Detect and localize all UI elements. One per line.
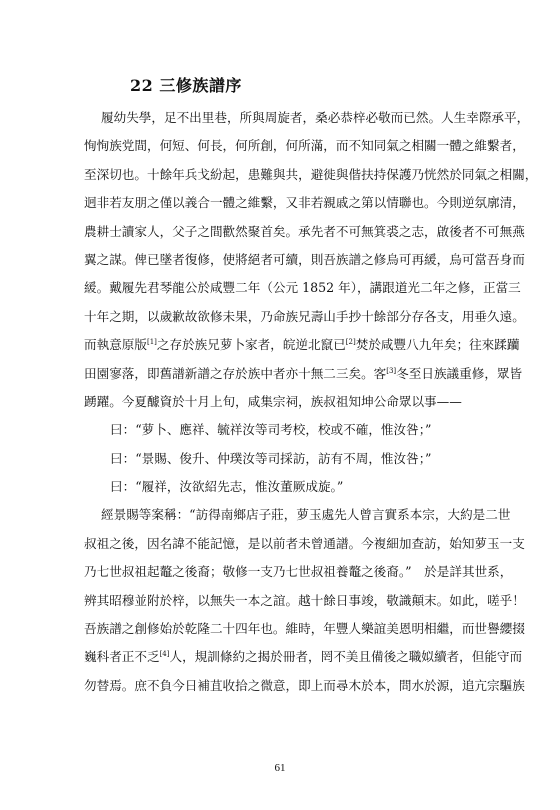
text-line bbox=[84, 672, 525, 700]
text-segment: 巍科者正不乏 bbox=[84, 649, 160, 665]
text-segment: 曰：“萝卜、應祥、毓祥汝等司考校，校或不確，惟汝咎；” bbox=[110, 422, 432, 438]
text-segment: 勿替焉。庶不負今日補苴收拾之微意，即上而尋木於本，問水於源，追亢宗驅族 bbox=[84, 677, 525, 693]
text-segment: 十年之期，以歲歉故欲修未果，乃命族兄壽山手抄十餘部分存各支，用垂久遠。 bbox=[84, 308, 525, 324]
text-segment: 人，規訓條約之揭於冊者，罔不美且備後之職姒續者，但能守而 bbox=[169, 649, 523, 665]
text-line bbox=[84, 360, 523, 388]
page-number: 61 bbox=[274, 762, 286, 774]
text-segment: 經景賜等案稱：“訪得南鄉店子莊，萝玉處先人曾言實系本宗，大約是二世 bbox=[101, 507, 511, 523]
text-line bbox=[84, 104, 530, 132]
footnote-marker: [4] bbox=[159, 650, 170, 659]
text-line bbox=[84, 445, 494, 473]
text-segment: 緩。戴履先君琴龍公於咸豐二年（公元 1852 年），講跟道光二年之修，正當三 bbox=[84, 280, 521, 296]
footnote-marker: [3] bbox=[386, 366, 397, 375]
text-segment: 恂恂族党間，何短、何長，何所創，何所滿，而不知同氣之相關一體之維繫者， bbox=[84, 138, 525, 154]
text-line bbox=[84, 189, 525, 217]
text-segment: 踴躍。今夏醵資於十月上旬，咸集宗祠，族叔祖知坤公命眾以事—— bbox=[84, 393, 462, 409]
text-segment: 農耕士讀家人，父子之間歡然聚首矣。承先者不可無箕裘之志，啟後者不可無燕 bbox=[84, 223, 525, 239]
text-segment: 曰：“履祥，汝欲紹先志，惟汝董厥成旋。” bbox=[110, 479, 344, 495]
text-segment: 辨其昭穆並附於梓，以無失一本之誼。越十餘日事竣，敬識顛末。如此，嗟乎！ bbox=[84, 592, 525, 608]
text-segment: 吾族譜之創修始於乾隆二十四年也。維時，年豐人樂誼美恩明相繼，而世譽纓掇 bbox=[84, 621, 525, 637]
page-title: 22 三修族譜序 bbox=[130, 76, 242, 95]
footnote-marker: [1] bbox=[146, 337, 157, 346]
text-line bbox=[84, 615, 525, 643]
text-line bbox=[84, 132, 525, 160]
text-line bbox=[84, 303, 525, 331]
text-line bbox=[84, 643, 523, 671]
text-line bbox=[84, 274, 521, 302]
text-segment: 履幼失學，足不出里巷，所與周旋者，桑必恭梓必敬而已然。人生幸際承平， bbox=[101, 110, 530, 125]
text-segment: 翼之謀。俾已墜者復修，使將絕者可續，則吾族譜之修烏可再緩，烏可當吾身而 bbox=[84, 251, 525, 267]
text-line bbox=[84, 530, 525, 558]
text-segment: 焚於咸豐八九年矣；往來蹂躪 bbox=[355, 337, 520, 353]
text-line bbox=[84, 331, 520, 359]
text-line bbox=[84, 388, 494, 416]
text-line bbox=[84, 161, 538, 189]
text-line bbox=[84, 558, 513, 586]
text-segment: 而執意原版 bbox=[84, 337, 147, 353]
text-line bbox=[84, 501, 511, 529]
footnote-marker: [2] bbox=[345, 337, 356, 346]
text-segment: 田園寥落，即舊譜新譜之存於族中者亦十無二三矣。客 bbox=[84, 365, 387, 381]
text-line bbox=[84, 218, 525, 246]
text-segment: 迥非若友朋之僅以義合一體之維繫，又非若親戚之第以情聯也。今則逆氛廓清， bbox=[84, 195, 525, 211]
text-segment: 至深切也。十餘年兵戈紛起，患難與共，避徙與偕扶持保護乃恍然於同氣之相關， bbox=[84, 166, 538, 182]
text-segment: 冬至日族議重修，眾皆 bbox=[396, 365, 523, 381]
document-body bbox=[84, 104, 538, 700]
text-line bbox=[84, 246, 525, 274]
text-segment: 曰：“景賜、俊升、仲璞汝等司採訪，訪有不周，惟汝咎；” bbox=[110, 450, 432, 466]
text-segment: 乃七世叔祖起鼇之後裔；敬修一支乃七世叔祖養鼇之後裔。” 於是詳其世系， bbox=[84, 564, 513, 580]
text-line bbox=[84, 473, 494, 501]
text-segment: 叔祖之後，因名諱不能記憶，是以前者未曾通譜。今複細加查訪，始知萝玉一支 bbox=[84, 535, 525, 551]
text-line bbox=[84, 587, 525, 615]
text-line bbox=[84, 416, 494, 444]
text-segment: 之存於族兄萝卜家者，皖逆北竄已 bbox=[156, 337, 346, 353]
